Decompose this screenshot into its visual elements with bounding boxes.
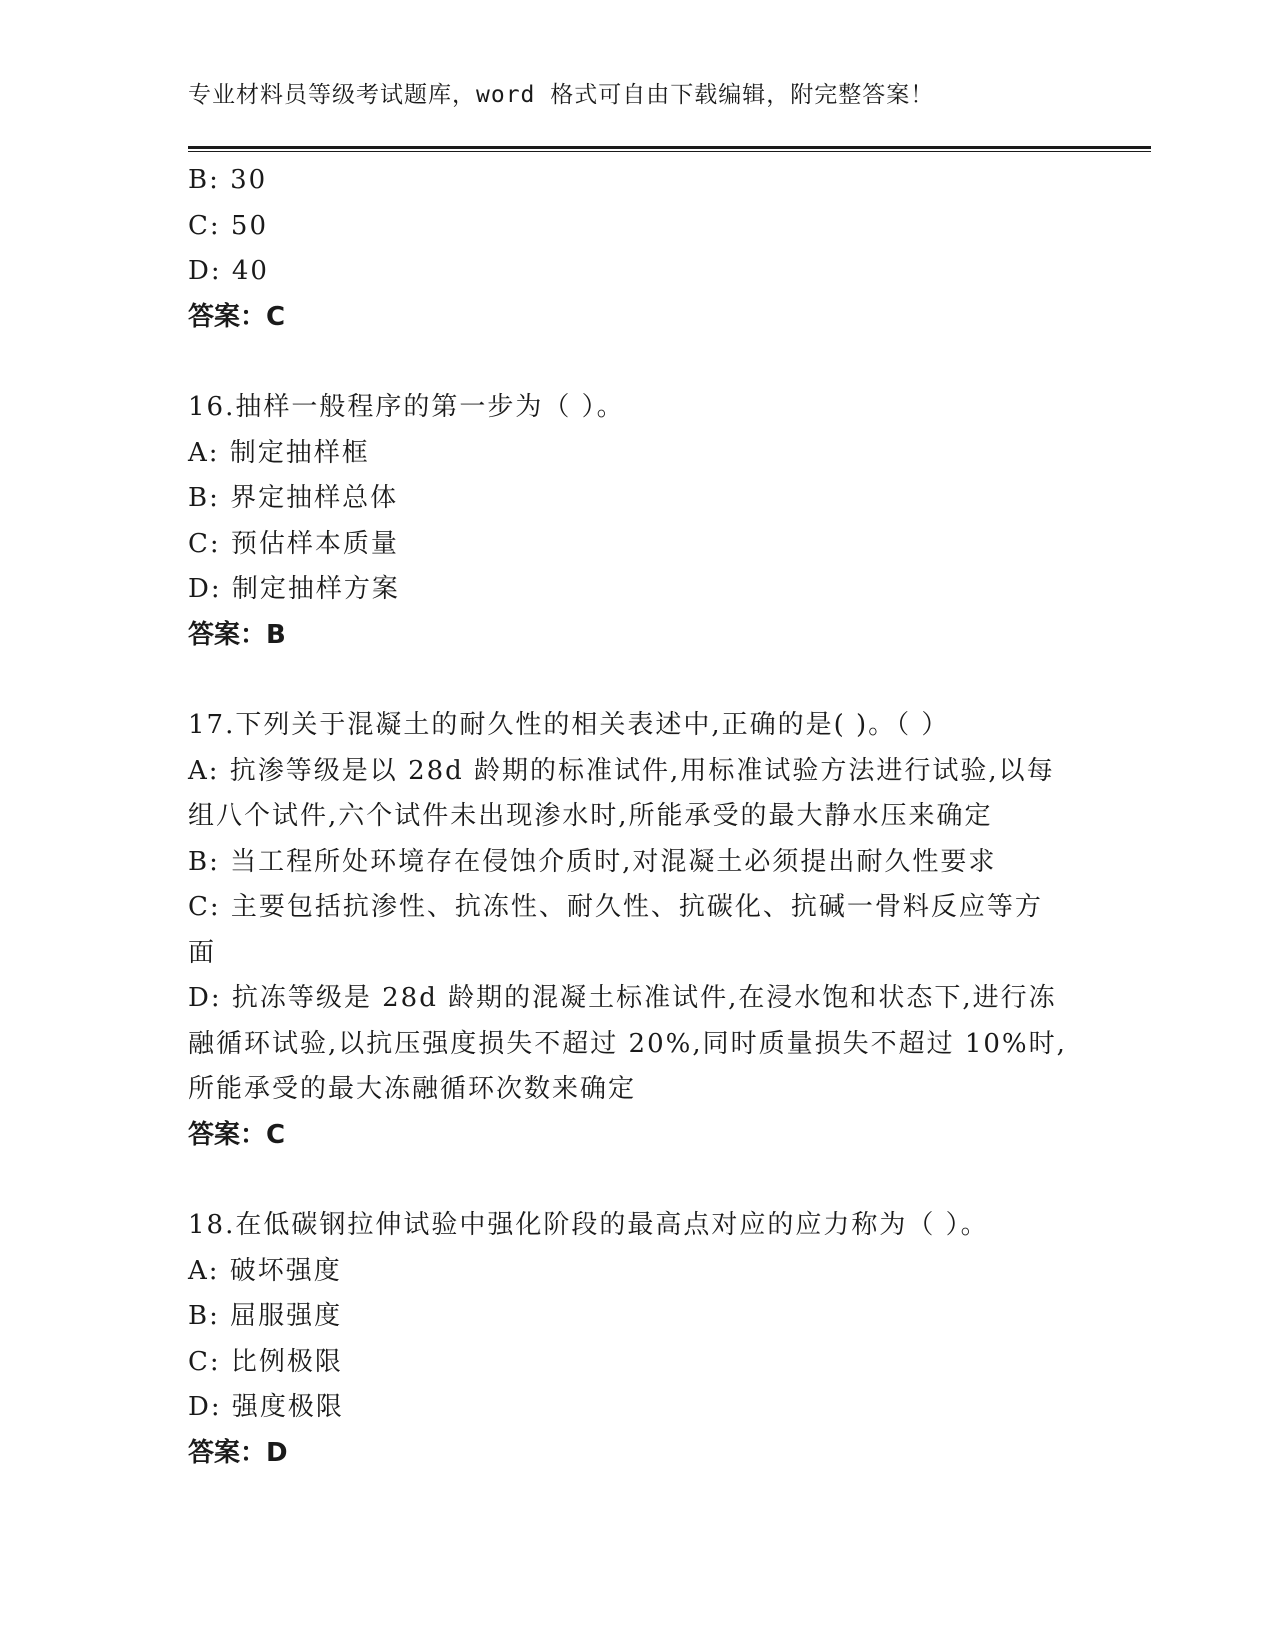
header-rule-thin xyxy=(188,151,1151,152)
question-list xyxy=(188,158,1088,1476)
option-text: 组八个试件,六个试件未出现渗水时,所能承受的最大静水压来确定 xyxy=(188,801,993,831)
option-text: D: 制定抽样方案 xyxy=(188,574,400,604)
page-header: 专业材料员等级考试题库，word 格式可自由下载编辑，附完整答案！ xyxy=(188,82,935,108)
answer-text: 答案：C xyxy=(188,1119,286,1150)
option-text: B: 当工程所处环境存在侵蚀介质时,对混凝土必须提出耐久性要求 xyxy=(188,846,997,877)
header-rule-thick xyxy=(188,146,1151,149)
answer-text: 答案：B xyxy=(188,619,286,650)
option-text: 融循环试验,以抗压强度损失不超过 20%,同时质量损失不超过 10%时, xyxy=(188,1028,1067,1059)
option-text: A: 抗渗等级是以 28d 龄期的标准试件,用标准试验方法进行试验,以每 xyxy=(188,755,1055,786)
question-text: 18.在低碳钢拉伸试验中强化阶段的最高点对应的应力称为（ ）。 xyxy=(188,1210,989,1240)
option-text: C: 50 xyxy=(188,210,269,241)
option-text: C: 比例极限 xyxy=(188,1346,343,1377)
option-text: A: 破坏强度 xyxy=(188,1255,342,1286)
option-text: 面 xyxy=(188,937,217,968)
option-text: B: 界定抽样总体 xyxy=(188,483,399,513)
question-text: 16.抽样一般程序的第一步为（ ）。 xyxy=(188,392,625,422)
spacer xyxy=(188,1158,1088,1203)
option-text: B: 屈服强度 xyxy=(188,1301,343,1331)
option-text: D: 40 xyxy=(188,256,269,286)
option-text: B: 30 xyxy=(188,165,268,195)
option-text: C: 主要包括抗渗性、抗冻性、耐久性、抗碳化、抗碱一骨料反应等方 xyxy=(188,892,1043,922)
answer-text: 答案：C xyxy=(188,301,286,332)
option-text: 所能承受的最大冻融循环次数来确定 xyxy=(188,1074,637,1104)
option-text: D: 强度极限 xyxy=(188,1392,344,1422)
option-text: A: 制定抽样框 xyxy=(188,437,370,468)
question-text: 17.下列关于混凝土的耐久性的相关表述中,正确的是( )。（ ） xyxy=(188,710,950,740)
option-text: C: 预估样本质量 xyxy=(188,528,399,559)
spacer xyxy=(188,658,1088,703)
spacer xyxy=(188,340,1088,385)
option-text: D: 抗冻等级是 28d 龄期的混凝土标准试件,在浸水饱和状态下,进行冻 xyxy=(188,983,1057,1013)
answer-text: 答案：D xyxy=(188,1437,288,1468)
